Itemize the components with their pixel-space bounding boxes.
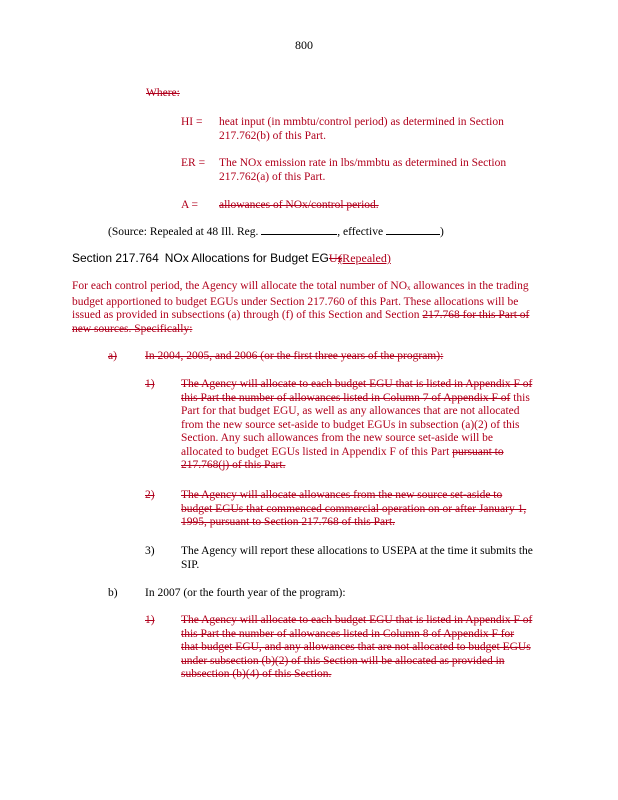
subsection-a-label: a) bbox=[108, 350, 117, 362]
definition-a bbox=[181, 199, 526, 213]
section-title: NOx Allocations for Budget EG bbox=[164, 251, 329, 265]
definition-hi bbox=[181, 116, 521, 143]
intro-struck: 217.768 for this Part of new sources. Specifically: bbox=[72, 309, 530, 335]
a1-body: this Part for that budget EGU, as well as any allowances that are not allocated from the new source set-aside to budget EGUs in subsection (a)(2) of this Section. Any such allowances from the new source set-aside will be allocated to budget EGUs listed in Appendix F of this Part bbox=[181, 391, 530, 458]
date-blank bbox=[261, 225, 337, 235]
source-note bbox=[108, 225, 444, 238]
page-number: 800 bbox=[295, 38, 313, 52]
definition-term: HI = bbox=[181, 116, 203, 128]
definition-text: heat input (in mmbtu/control period) as determined in Section 217.762(b) of this Part. bbox=[219, 116, 504, 142]
definition-text: allowances of NOx/control period. bbox=[219, 199, 379, 211]
source-suffix: ) bbox=[439, 226, 444, 238]
subsection-a-text: In 2004, 2005, and 2006 (or the first three years of the program): bbox=[145, 350, 444, 362]
definition-er bbox=[181, 157, 526, 184]
intro-part1: For each control period, the Agency will allocate the total number of NO bbox=[72, 280, 407, 292]
source-prefix: (Source: Repealed at 48 Ill. Reg. bbox=[108, 226, 259, 238]
definition-text: The NOx emission rate in lbs/mmbtu as determined in Section 217.762(a) of this Part. bbox=[219, 157, 507, 183]
subscript-x: x bbox=[407, 284, 411, 292]
source-middle: , effective bbox=[337, 226, 384, 238]
definition-term: ER = bbox=[181, 157, 206, 169]
subsection-b-text: In 2007 (or the fourth year of the program): bbox=[145, 587, 346, 599]
a1-struck: The Agency will allocate to each budget EGU that is listed in Appendix F of this Part the number of allowances listed in Column 7 of Appendix F of bbox=[181, 378, 533, 404]
subsection-b-label: b) bbox=[108, 587, 118, 599]
subsection-a3-text: The Agency will report these allocations to USEPA at the time it submits the SIP. bbox=[181, 545, 533, 571]
subsection-a1-label: 1) bbox=[145, 378, 155, 390]
date-blank bbox=[386, 225, 440, 235]
subsection-a2-text: The Agency will allocate allowances from the new source set-aside to budget EGUs that commenced commercial operation on or after January 1, 1995, pursuant to Section 217.768 of this Part. bbox=[181, 489, 527, 528]
repealed-label: (Repealed) bbox=[338, 251, 391, 265]
subsection-b1-label: 1) bbox=[145, 614, 155, 626]
subsection-b1-text: The Agency will allocate to each budget EGU that is listed in Appendix F of this Part the number of allowances listed in Column 8 of Appendix F for that budget EGU, and any allowances that are not allocated to budget EGUs under subsection (b)(2) of this Section will be allocated as provided in subsection (b)(4) of this Section. bbox=[181, 614, 533, 680]
section-number: Section 217.764 bbox=[72, 251, 159, 265]
section-title-struck: Us bbox=[328, 251, 343, 265]
intro-paragraph bbox=[72, 280, 530, 336]
subsection-a1-text bbox=[181, 378, 533, 473]
subsection-a3-label: 3) bbox=[145, 545, 155, 557]
definition-term: A = bbox=[181, 199, 199, 211]
a1-struck-end: pursuant to 217.768(j) of this Part. bbox=[181, 445, 504, 471]
intro-part2: allowances in the trading budget apportioned to budget EGUs under Section 217.760 of this Part. These allocations will be issued as provided in subsections (a) through (f) of this Section and Section bbox=[72, 280, 529, 321]
subsection-a2-label: 2) bbox=[145, 489, 155, 501]
section-heading bbox=[72, 251, 391, 266]
where-label: Where: bbox=[146, 87, 180, 99]
